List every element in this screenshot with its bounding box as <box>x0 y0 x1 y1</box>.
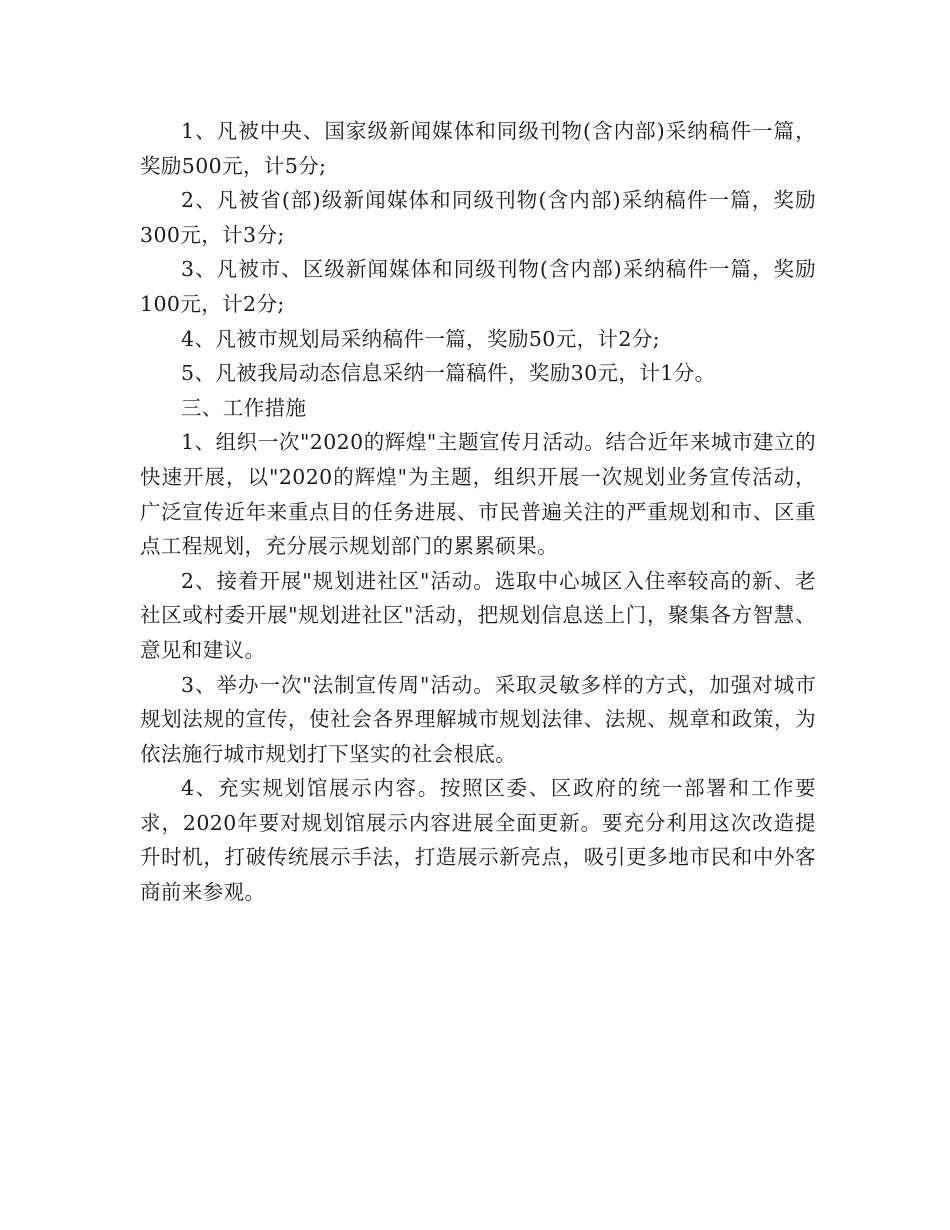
document-body <box>140 114 816 910</box>
reward-item-5: 5、凡被我局动态信息采纳一篇稿件，奖励30元，计1分。 <box>181 361 716 386</box>
measure-item-2: 2、接着开展"规划进社区"活动。选取中心城区入住率较高的新、老社区或村委开展"规划进社区"活动，把规划信息送上门，聚集各方智慧、意见和建议。 <box>140 568 816 662</box>
measure-item-4: 4、充实规划馆展示内容。按照区委、区政府的统一部署和工作要求，2020年要对规划馆展示内容进展全面更新。要充分利用这次改造提升时机，打破传统展示手法，打造展示新亮点，吸引更多地市民和中外客商前来参观。 <box>140 776 816 905</box>
measure-item-3: 3、举办一次"法制宣传周"活动。采取灵敏多样的方式，加强对城市规划法规的宣传，使社会各界理解城市规划法律、法规、规章和政策，为依法施行城市规划打下坚实的社会根底。 <box>140 672 816 766</box>
reward-item-3: 3、凡被市、区级新闻媒体和同级刊物(含内部)采纳稿件一篇，奖励100元，计2分; <box>140 257 816 316</box>
reward-item-1: 1、凡被中央、国家级新闻媒体和同级刊物(含内部)采纳稿件一篇，奖励500元，计5分; <box>140 119 816 178</box>
section-heading-measures: 三、工作措施 <box>181 395 307 420</box>
measure-item-1: 1、组织一次"2020的辉煌"主题宣传月活动。结合近年来城市建立的快速开展，以"2020的辉煌"为主题，组织开展一次规划业务宣传活动，广泛宣传近年来重点目的任务进展、市民普遍关注的严重规划和市、区重点工程规划，充分展示规划部门的累累硕果。 <box>140 430 816 559</box>
reward-item-4: 4、凡被市规划局采纳稿件一篇，奖励50元，计2分; <box>181 326 661 351</box>
reward-item-2: 2、凡被省(部)级新闻媒体和同级刊物(含内部)采纳稿件一篇，奖励300元，计3分; <box>140 188 816 247</box>
